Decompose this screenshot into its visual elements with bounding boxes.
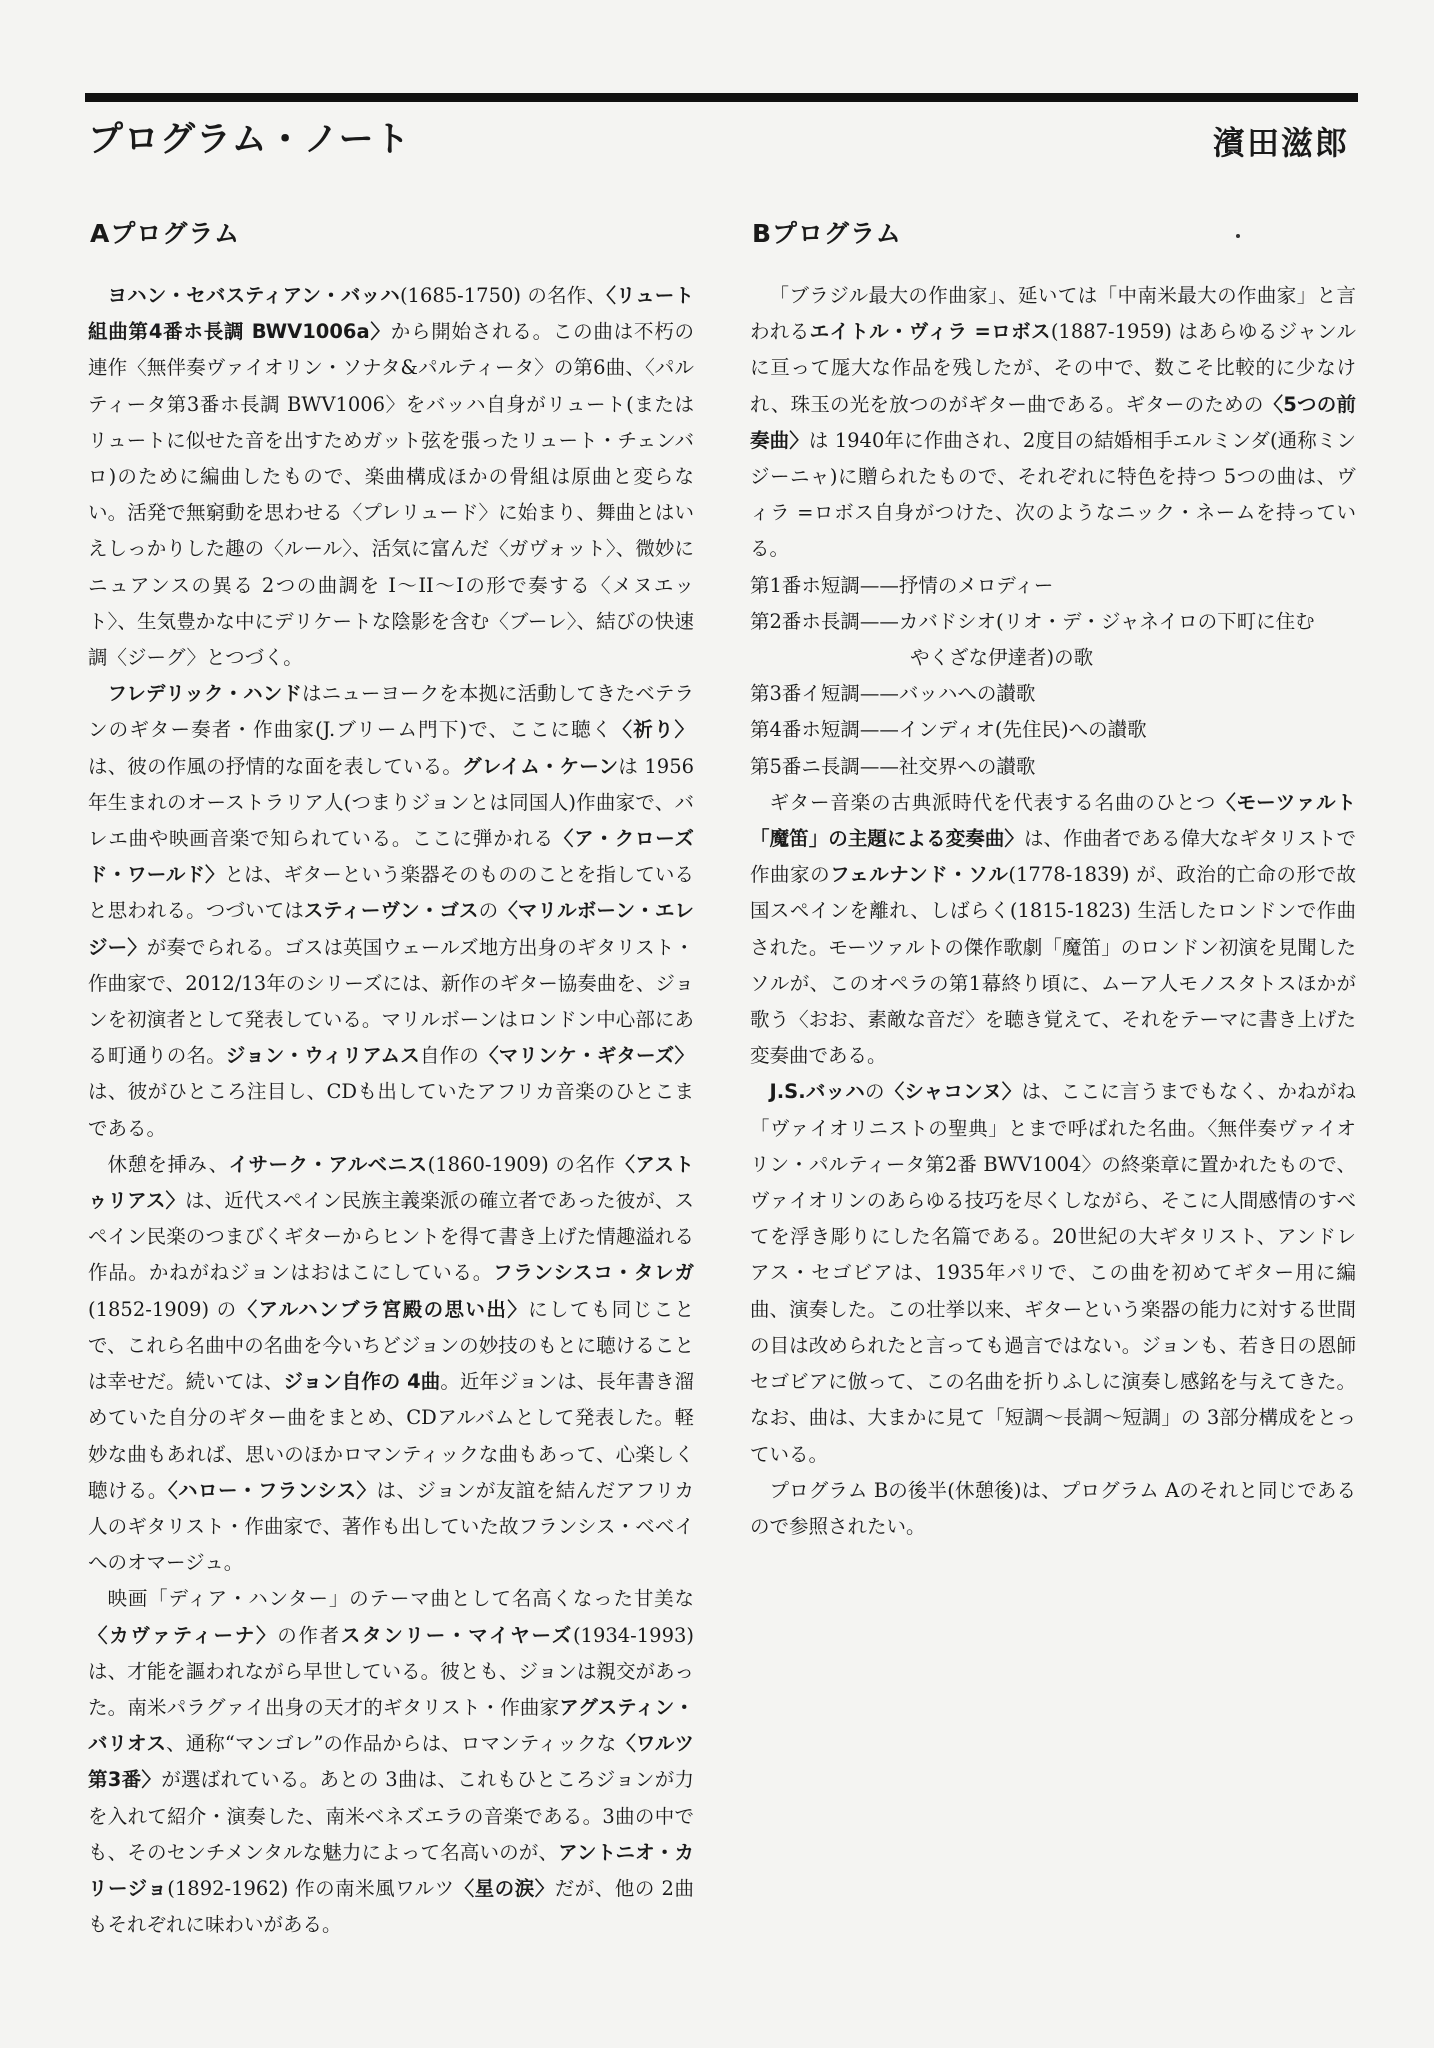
bold-term: 〈ア・クローズド・ワールド〉 (88, 827, 694, 887)
b-paragraph-4 (750, 1473, 1356, 1545)
bold-term: フランシスコ・タレガ (493, 1261, 694, 1285)
text-run: プログラム Bの後半(休憩後)は、プログラム Aのそれと同じであるので参照されたい。 (750, 1478, 1356, 1538)
text-run: にしても同じことで、これら名曲中の名曲を今いちどジョンの妙技のもとに聴けることは幸せだ。続いては、 (88, 1297, 694, 1394)
b-paragraph-3 (750, 1074, 1356, 1472)
text-run: 映画「ディア・ハンター」のテーマ曲として名高くなった甘美な (107, 1587, 694, 1611)
prelude-key: 第5番ニ長調 (750, 754, 860, 778)
text-run: 、通称“マンゴレ”の作品からは、ロマンティックな (166, 1732, 617, 1756)
text-run: が選ばれている。あとの 3曲は、これもひところジョンが力を入れて紹介・演奏した、南米ベネズエラの音楽である。3曲の中でも、そのセンチメンタルな魅力によって名高いのが、 (88, 1768, 694, 1864)
text-run: は、ジョンが友誼を結んだアフリカ人のギタリスト・作曲家で、著作も出していた故フランシス・ベベイへのオマージュ。 (88, 1478, 694, 1575)
bold-term: ジョン自作の 4曲 (283, 1370, 441, 1394)
bold-term: 〈ハロー・フランシス〉 (167, 1478, 377, 1502)
prelude-dash: —— (859, 718, 899, 742)
a-paragraph-2 (88, 676, 694, 1147)
bold-term: エイトル・ヴィラ =ロボス (809, 320, 1051, 344)
text-run: は 1940年に作曲され、2度目の結婚相手エルミンダ(通称ミンジーニャ)に贈られたもので、それぞれに特色を持つ 5つの曲は、ヴィラ =ロボス自身がつけた、次のようなニック・ネームを持っている。 (750, 428, 1356, 561)
text-run: の作者 (277, 1623, 341, 1647)
bold-term: 〈マリンケ・ギターズ〉 (479, 1044, 694, 1068)
prelude-dash: —— (859, 682, 899, 706)
prelude-key: 第2番ホ長調 (750, 609, 860, 633)
prelude-key: 第1番ホ短調 (750, 573, 860, 597)
text-run: だが、他の 2曲もそれぞれに味わいがある。 (88, 1876, 694, 1937)
text-run: は、彼がひところ注目し、CDも出していたアフリカ音楽のひとこまである。 (88, 1080, 694, 1140)
text-run: が奏でられる。ゴスは英国ウェールズ地方出身のギタリスト・作曲家で、2012/13年のシリーズには、新作のギター協奏曲を、ジョンを初演者として発表している。マリルボーンはロンドン中心部にある町通りの名。 (88, 935, 694, 1068)
bold-term: アントニオ・カリージョ (88, 1840, 694, 1900)
text-run: 「ブラジル最大の作曲家」、延いては「中南米最大の作曲家」と言われる (750, 284, 1356, 344)
b-program-title: Bプログラム (752, 219, 902, 248)
prelude-val: カバドシオ(リオ・デ・ジャネイロの下町に住む (898, 609, 1315, 633)
text-run: から開始される。この曲は不朽の連作〈無伴奏ヴァイオリン・ソナタ&パルティータ〉の第6曲、〈パルティータ第3番ホ長調 BWV1006〉をバッハ自身がリュート(またはリュートに似せた音を出すためガット弦を張ったリュート・チェンバロ)のために編曲したもので、楽曲構成ほかの骨組は原曲と変らない。活発で無窮動を思わせる〈プレリュード〉に始まり、舞曲とはいえしっかりした趣の〈ルール〉、活気に富んだ〈ガヴォット〉、微妙にニュアンスの異る 2つの曲調を I〜II〜Iの形で奏する〈メヌエット〉、生気豊かな中にデリケートな陰影を含む〈ブーレ〉、結びの快速調〈ジーグ〉とつづく。 (88, 320, 694, 670)
bold-term: 〈ワルツ第3番〉 (88, 1732, 694, 1792)
bold-term: ヨハン・セバスティアン・バッハ (107, 284, 400, 307)
bold-term: イサーク・アルベニス (228, 1152, 428, 1176)
a-paragraph-1 (88, 278, 694, 676)
page-title: プログラム・ノート (88, 120, 411, 160)
text-run: (1934-1993) は、才能を謳われながら早世している。彼とも、ジョンは親交があった。南米パラグァイ出身の天才的ギタリスト・作曲家 (88, 1623, 694, 1719)
prelude-val: 社交界への讃歌 (898, 754, 1036, 778)
b-paragraph-1 (750, 278, 1356, 568)
text-run: (1852-1909) の (88, 1297, 238, 1321)
a-program-title: Aプログラム (90, 219, 241, 248)
bold-term: フェルナンド・ソル (830, 863, 1009, 887)
text-run: (1778-1839) が、政治的亡命の形で故国スペインを離れ、しばらく(1815-1823) 生活したロンドンで作曲された。モーツァルトの傑作歌劇「魔笛」のロンドン初演を見聞したソルが、このオペラの第1幕終り頃に、ムーア人モノスタトスほかが歌う〈おお、素敵な音だ〉を聴き覚えて、それをテーマに書き上げた変奏曲である。 (750, 863, 1356, 1068)
text-run: (1887-1959) はあらゆるジャンルに亘って厖大な作品を残したが、その中で、数こそ比較的に少なけれ、珠玉の光を放つのがギター曲である。ギターのための (750, 320, 1356, 416)
a-paragraph-4 (88, 1581, 694, 1943)
text-run: の (478, 899, 499, 923)
bold-term: 〈カヴァティーナ〉 (88, 1623, 278, 1647)
a-program-column (88, 214, 694, 1943)
bold-term: 〈リュート組曲第4番ホ長調 BWV1006a〉 (88, 284, 694, 344)
bold-term: 〈シャコンヌ〉 (884, 1080, 1022, 1104)
bold-term: スティーヴン・ゴス (303, 899, 479, 923)
b-paragraph-2 (750, 785, 1356, 1075)
bold-term: J.S.バッハ (769, 1080, 865, 1104)
text-run: とは、ギターという楽器そのもののことを指していると思われる。つづいては (88, 863, 694, 923)
bold-term: ジョン・ウィリアムス (225, 1044, 420, 1068)
prelude-item (750, 712, 1356, 748)
text-run: (1860-1909) の名作 (427, 1152, 616, 1176)
text-run: は、近代スペイン民族主義楽派の確立者であった彼が、スペイン民楽のつまびくギターからヒントを得て書き上げた情趣溢れる作品。かねがねジョンはおはこにしている。 (88, 1189, 694, 1285)
text-run: ギター音楽の古典派時代を代表する名曲のひとつ (769, 790, 1217, 814)
prelude-val: 抒情のメロディー (898, 573, 1054, 597)
bold-term: 〈モーツァルト「魔笛」の主題による変奏曲〉 (750, 790, 1356, 851)
bold-term: 〈マリルボーン・エレジー〉 (88, 899, 694, 959)
text-run: 自作の (419, 1044, 480, 1068)
prelude-dash: —— (859, 609, 899, 633)
bold-term: 〈5つの前奏曲〉 (750, 392, 1357, 452)
bold-term: アグスティン・バリオス (88, 1695, 694, 1756)
text-run: は、彼の作風の抒情的な面を表している。 (88, 754, 463, 778)
prelude-dash: —— (859, 573, 899, 597)
prelude-item (750, 749, 1356, 785)
text-run: の (864, 1080, 885, 1104)
prelude-val: インディオ(先住民)への讃歌 (898, 718, 1147, 742)
prelude-key: 第4番ホ短調 (750, 718, 860, 742)
prelude-list (750, 568, 1356, 785)
bold-term: 〈アストゥリアス〉 (88, 1152, 694, 1213)
prelude-cont: やくざな伊達者)の歌 (910, 646, 1094, 670)
header-rule (85, 93, 1358, 102)
bold-term: グレイム・ケーン (462, 754, 619, 778)
bold-term: 〈星の涙〉 (454, 1876, 555, 1900)
a-paragraph-3 (88, 1147, 694, 1581)
text-run: 休憩を挿み、 (107, 1152, 229, 1176)
b-program-column (750, 214, 1356, 1545)
text-run: (1685-1750) の名作、 (399, 284, 607, 307)
author-name: 濱田滋郎 (1212, 124, 1349, 162)
text-run: (1892-1962) 作の南米風ワルツ (167, 1876, 455, 1900)
prelude-item (750, 676, 1356, 712)
prelude-item (750, 604, 1356, 676)
prelude-key: 第3番イ短調 (750, 682, 860, 706)
text-run: 。近年ジョンは、長年書き溜めていた自分のギター曲をまとめ、CDアルバムとして発表した。軽妙な曲もあれば、思いのほかロマンティックな曲もあって、心楽しく聴ける。 (88, 1370, 694, 1502)
bold-term: 〈祈り〉 (612, 718, 694, 742)
bold-term: 〈アルハンブラ宮殿の思い出〉 (237, 1297, 529, 1321)
text-run: はニューヨークを本拠に活動してきたベテランのギター奏者・作曲家(J.ブリーム門下)で、ここに聴く (88, 682, 694, 742)
text-run: は、作曲者である偉大なギタリストで作曲家の (750, 827, 1356, 887)
text-run: は、ここに言うまでもなく、かねがね「ヴァイオリニストの聖典」とまで呼ばれた名曲。〈無伴奏ヴァイオリン・パルティータ第2番 BWV1004〉の終楽章に置かれたもので、ヴァイオリンのあらゆる技巧を尽くしながら、そこに人間感情のすべてを浮き彫りにした名篇である。20世紀の大ギタリスト、アンドレアス・セゴビアは、1935年パリで、この曲を初めてギター用に編曲、演奏した。この壮挙以来、ギターという楽器の能力に対する世間の目は改められたと言っても過言ではない。ジョンも、若き日の恩師セゴビアに倣って、この名曲を折りふしに演奏し感銘を与えてきた。なお、曲は、大まかに見て「短調〜長調〜短調」の 3部分構成をとっている。 (750, 1080, 1356, 1466)
prelude-val: バッハへの讃歌 (898, 682, 1036, 706)
prelude-dash: —— (859, 754, 899, 778)
bold-term: フレデリック・ハンド (107, 682, 302, 706)
text-run: は 1956年生まれのオーストラリア人(つまりジョンとは同国人)作曲家で、バレエ曲や映画音楽で知られている。ここに弾かれる (88, 754, 695, 851)
bold-term: スタンリー・マイヤーズ (340, 1623, 573, 1647)
prelude-item (750, 568, 1356, 604)
